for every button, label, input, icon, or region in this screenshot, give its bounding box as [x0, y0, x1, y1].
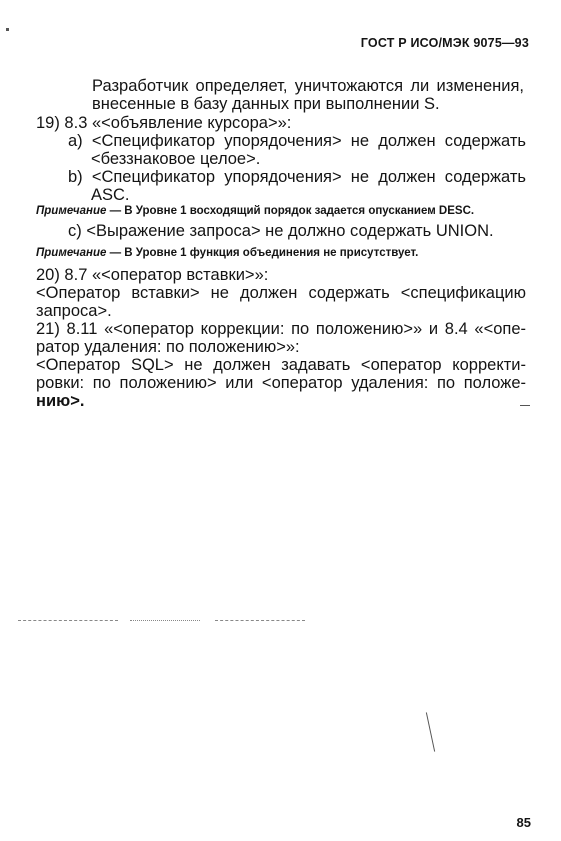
- item-19-heading: 19) 8.3 «<объявление курсора>»:: [36, 114, 292, 132]
- paragraph-line: ровки: по положению> или <оператор удаления: по положе-: [36, 374, 526, 392]
- item-20-heading: 20) 8.7 «<оператор вставки>»:: [36, 266, 269, 284]
- page-number: 85: [516, 815, 531, 830]
- item-21-heading: 21) 8.11 «<оператор коррекции: по положению>» и 8.4 «<опе-: [36, 320, 526, 338]
- scan-artifact-rule: [130, 620, 200, 621]
- item-a-line: a) <Спецификатор упорядочения> не должен содержать: [68, 132, 526, 150]
- paragraph-line: <Оператор вставки> не должен содержать <спецификацию: [36, 284, 526, 302]
- page-header: ГОСТ Р ИСО/МЭК 9075—93: [360, 36, 529, 50]
- item-b-continuation: ASC.: [91, 186, 130, 204]
- scan-artifact-rule: [18, 620, 118, 621]
- item-c-line: c) <Выражение запроса> не должно содержать UNION.: [68, 222, 494, 240]
- paragraph-line: ратор удаления: по положению>»:: [36, 338, 300, 356]
- paragraph-line: <Оператор SQL> не должен задавать <оператор корректи-: [36, 356, 526, 374]
- item-a-continuation: <беззнаковое целое>.: [91, 150, 261, 168]
- note-text: — В Уровне 1 восходящий порядок задается опусканием DESC.: [106, 205, 475, 217]
- scan-artifact-mark: [426, 712, 435, 751]
- scan-artifact-rule: [215, 620, 305, 621]
- paragraph-line: запроса>.: [36, 302, 112, 320]
- paragraph-line: Разработчик определяет, уничтожаются ли изменения,: [92, 77, 524, 95]
- scan-artifact-mark: [520, 405, 530, 406]
- item-b-line: b) <Спецификатор упорядочения> не должен содержать: [68, 168, 526, 186]
- note-2: [36, 245, 418, 261]
- note-1: [36, 203, 474, 219]
- note-label: Примечание: [36, 205, 107, 217]
- scan-artifact-mark: [6, 28, 9, 31]
- note-text: — В Уровне 1 функция объединения не присутствует.: [106, 247, 419, 259]
- paragraph-line: нию>.: [36, 392, 85, 410]
- note-label: Примечание: [36, 247, 107, 259]
- paragraph-line: внесенные в базу данных при выполнении S.: [92, 95, 440, 113]
